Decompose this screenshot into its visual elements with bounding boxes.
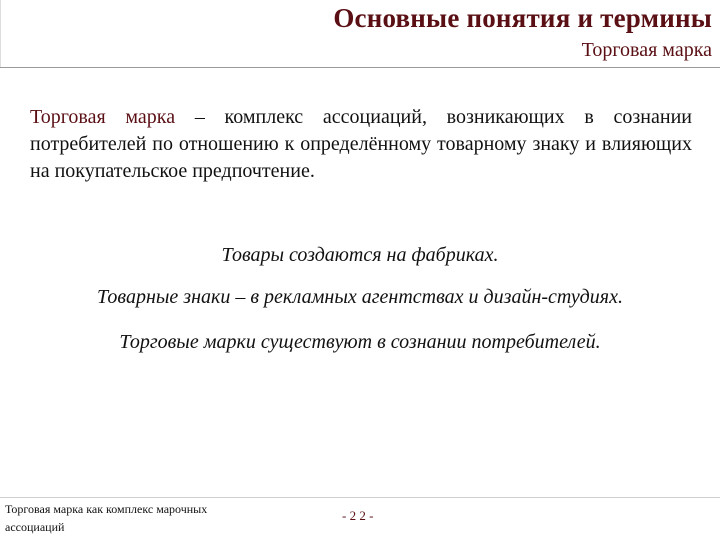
slide-title: Основные понятия и термины xyxy=(333,3,712,33)
slide-subtitle: Торговая марка xyxy=(581,39,712,61)
footer-caption: Торговая марка как комплекс марочных ассоциаций xyxy=(5,502,208,534)
footer-divider xyxy=(0,497,720,498)
definition-paragraph xyxy=(30,104,692,185)
header-divider xyxy=(0,67,720,68)
statement-consumers: Торговые марки существуют в сознании потребителей. xyxy=(119,331,601,353)
statement-factories: Товары создаются на фабриках. xyxy=(221,244,499,266)
statement-agencies: Товарные знаки – в рекламных агентствах и дизайн-студиях. xyxy=(97,286,623,308)
definition-term: Торговая марка xyxy=(30,106,176,128)
header-left-border xyxy=(0,0,1,67)
definition-text: – комплекс ассоциаций, возникающих в сознании потребителей по отношению к определённому товарному знаку и влияющих на покупательское предпочтение. xyxy=(30,106,692,182)
page-number: - 2 2 - xyxy=(342,508,374,523)
